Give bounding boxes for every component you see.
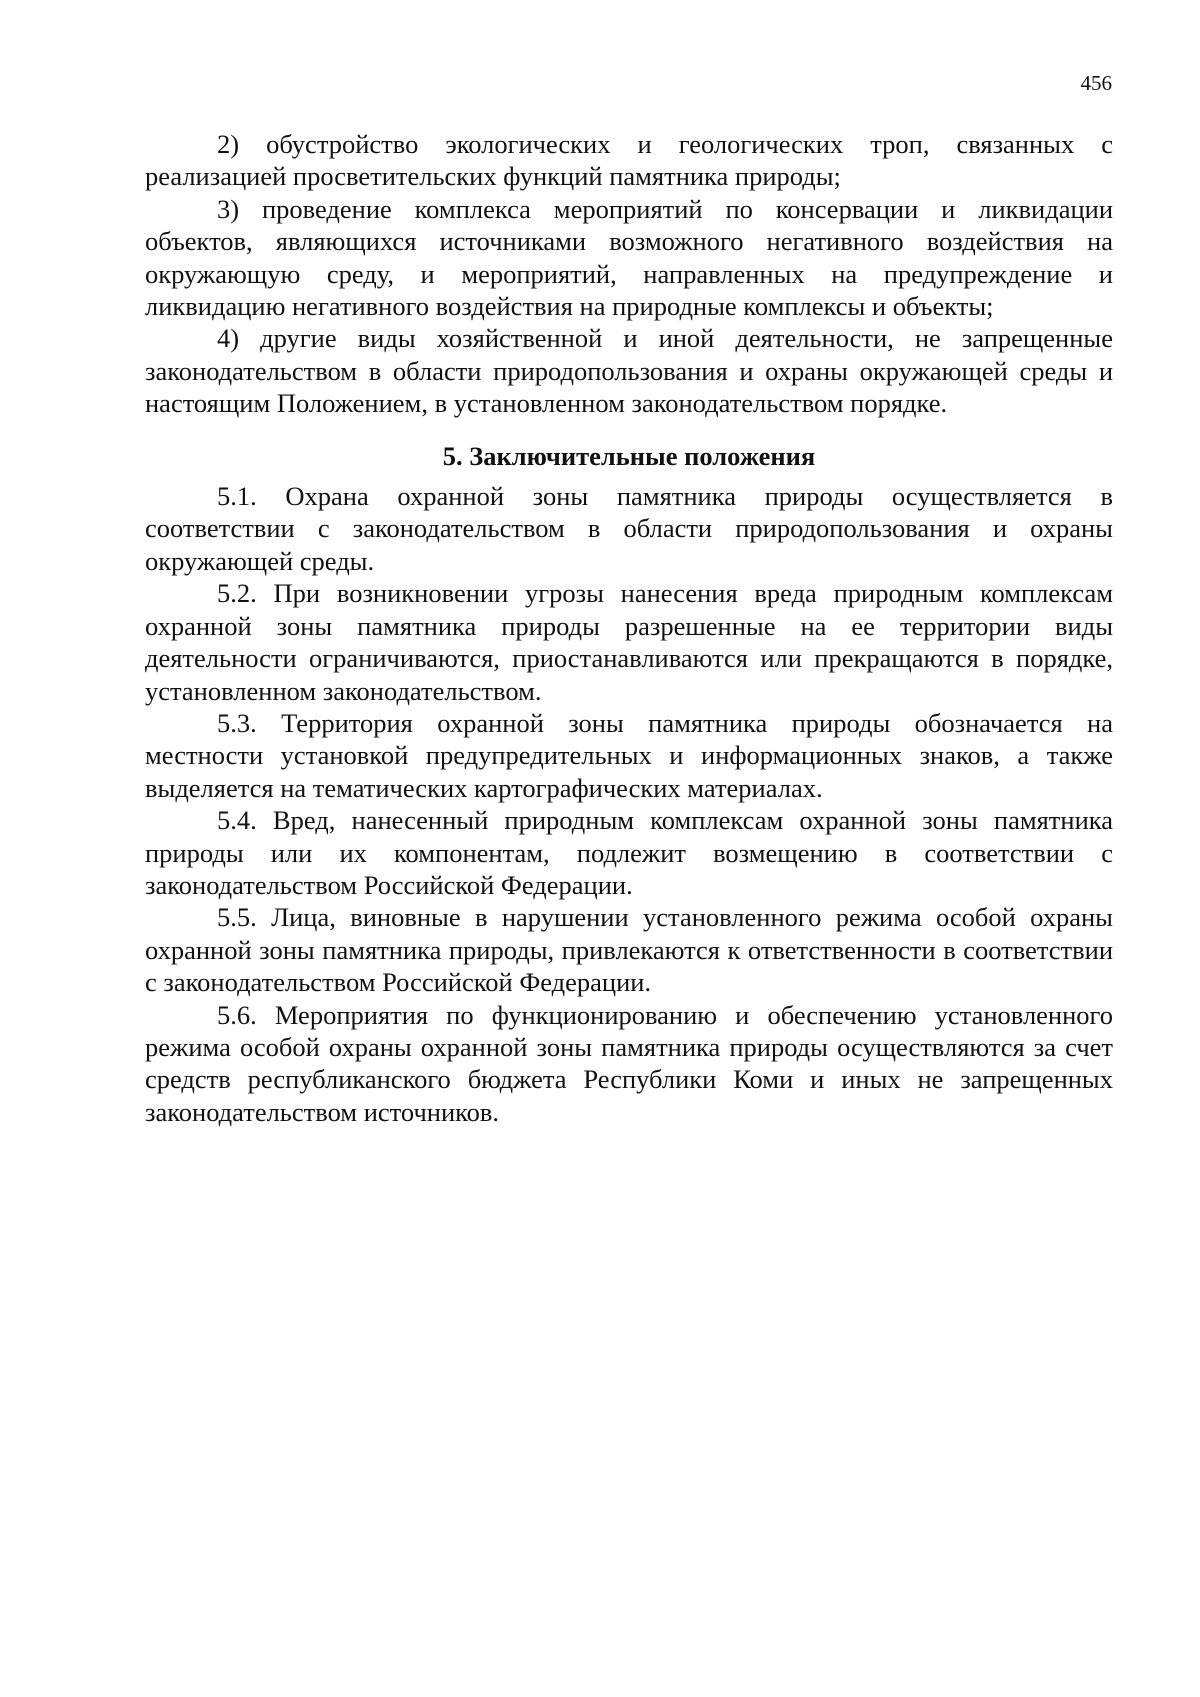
clause-5-1: 5.1. Охрана охранной зоны памятника природы осуществляется в соответствии с законодательством в области природопользования и охраны окружающей среды.	[145, 481, 1113, 576]
document-body	[145, 128, 1113, 1128]
section-heading: 5. Заключительные положения	[442, 440, 816, 471]
clause-5-5: 5.5. Лица, виновные в нарушении установленного режима особой охраны охранной зоны памятника природы, привлекаются к ответственности в соответствии с законодательством Российской Федерации.	[145, 902, 1113, 998]
list-item-3: 3) проведение комплекса мероприятий по консервации и ликвидации объектов, являющихся источниками возможного негативного воздействия на окружающую среду, и мероприятий, направленных на предупреждение и ликвидацию негативного воздействия на природные комплексы и объекты;	[145, 193, 1113, 322]
page-number: 456	[1080, 71, 1112, 95]
clause-5-6: 5.6. Мероприятия по функционированию и обеспечению установленного режима особой охраны охранной зоны памятника природы осуществляются за счет средств республиканского бюджета Республики Коми и иных не запрещенных законодательством источников.	[145, 999, 1113, 1127]
clause-5-4: 5.4. Вред, нанесенный природным комплексам охранной зоны памятника природы или их компонентам, подлежит возмещению в соответствии с законодательством Российской Федерации.	[145, 805, 1113, 900]
list-item-4: 4) другие виды хозяйственной и иной деятельности, не запрещенные законодательством в области природопользования и охраны окружающей среды и настоящим Положением, в установленном законодательством порядке.	[145, 323, 1113, 419]
clause-5-3: 5.3. Территория охранной зоны памятника природы обозначается на местности установкой предупредительных и информационных знаков, а также выделяется на тематических картографических материалах.	[145, 707, 1113, 803]
list-item-2: 2) обустройство экологических и геологических троп, связанных с реализацией просветительских функций памятника природы;	[145, 129, 1113, 192]
clause-5-2: 5.2. При возникновении угрозы нанесения вреда природным комплексам охранной зоны памятника природы разрешенные на ее территории виды деятельности ограничиваются, приостанавливаются или прекращаются в порядке, установленном законодательством.	[145, 578, 1113, 706]
